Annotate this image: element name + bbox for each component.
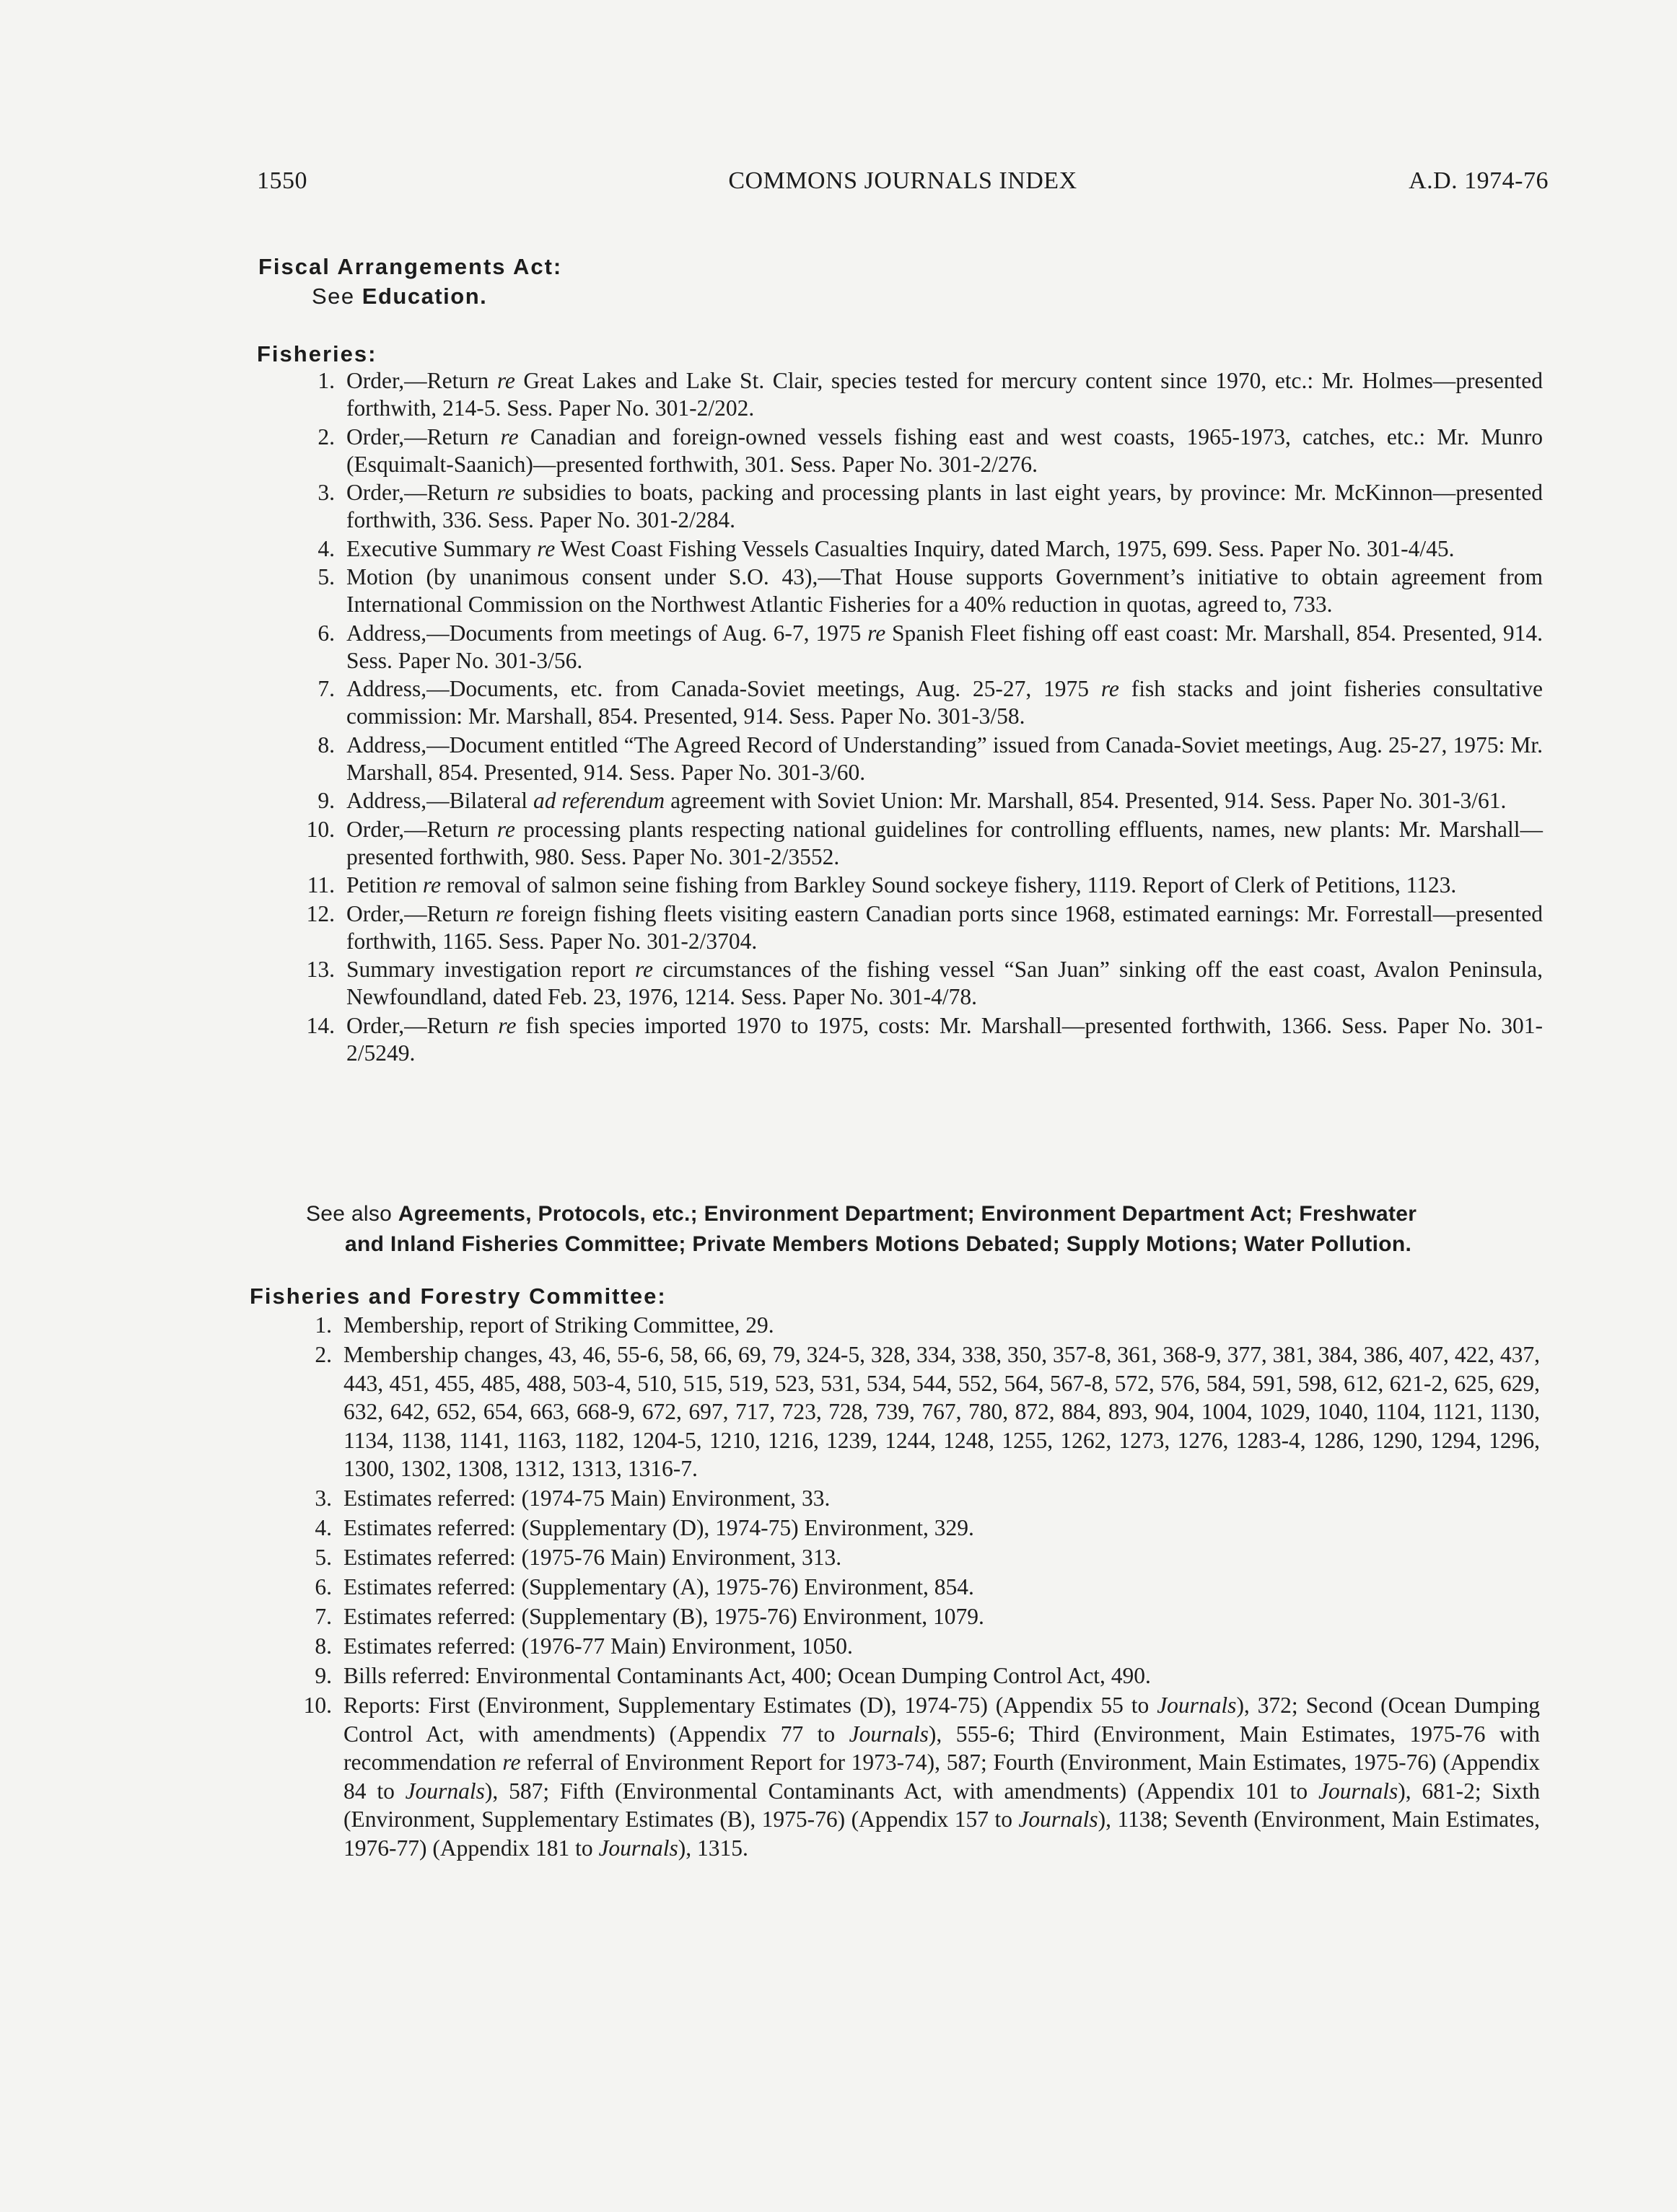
subentry-text: Order,—Return re processing plants respecting national guidelines for controlling effluents, names, new plants: Mr. Marshall—presented forthwith, 980. Sess. Paper No. 301-2/3552. <box>346 816 1544 869</box>
subentry-text: Membership, report of Striking Committee, 29. <box>343 1312 774 1338</box>
subentry-text: Address,—Documents from meetings of Aug. 6-7, 1975 re Spanish Fleet fishing off east coast: Mr. Marshall, 854. Presented, 914. Sess. Paper No. 301-3/56. <box>346 620 1543 673</box>
index-subentry <box>294 956 1543 1011</box>
index-subentry <box>292 1662 1540 1690</box>
subentry-text: Estimates referred: (Supplementary (D), 1974-75) Environment, 329. <box>343 1515 974 1540</box>
index-subentry <box>294 732 1543 786</box>
subentry-number: 1. <box>315 1312 332 1338</box>
committee-subentries <box>292 1311 1540 1864</box>
index-subentry <box>292 1484 1540 1513</box>
index-subentry <box>294 423 1543 478</box>
subentry-text: Estimates referred: (Supplementary (A), 1975-76) Environment, 854. <box>343 1574 974 1599</box>
page-header <box>257 167 1549 211</box>
subentry-number: 14. <box>306 1012 335 1038</box>
index-subentry <box>294 675 1543 730</box>
subentry-number: 7. <box>318 676 335 701</box>
see-label: See <box>312 284 355 309</box>
subentry-text: Order,—Return re fish species imported 1970 to 1975, costs: Mr. Marshall—presented forthwith, 1366. Sess. Paper No. 301-2/5249. <box>346 1012 1543 1066</box>
see-also-fisheries <box>306 1199 1544 1260</box>
subentry-number: 6. <box>315 1574 332 1599</box>
subentry-number: 4. <box>318 535 335 561</box>
see-ref-education: Education. <box>362 284 488 309</box>
subentry-number: 13. <box>306 957 335 982</box>
index-subentry <box>294 479 1543 534</box>
page-title: COMMONS JOURNALS INDEX <box>728 167 1077 194</box>
index-subentry <box>292 1632 1540 1661</box>
entry-heading-committee: Fisheries and Forestry Committee: <box>250 1283 667 1309</box>
see-also-refs-line1: Agreements, Protocols, etc.; Environment Department; Environment Department Act; Freshwater <box>398 1202 1417 1226</box>
entry-heading-fisheries: Fisheries: <box>257 341 377 367</box>
subentry-number: 11. <box>307 872 335 897</box>
subentry-number: 5. <box>318 564 335 589</box>
subentry-text: Summary investigation report re circumstances of the fishing vessel “San Juan” sinking off the east coast, Avalon Peninsula, Newfoundland, dated Feb. 23, 1976, 1214. Sess. Paper No. 301-4/78. <box>346 957 1543 1009</box>
subentry-text: Petition re removal of salmon seine fishing from Barkley Sound sockeye fishery, 1119. Report of Clerk of Petitions, 1123. <box>346 872 1457 897</box>
subentry-text: Order,—Return re subsidies to boats, packing and processing plants in last eight years, by province: Mr. McKinnon—presented forthwith, 336. Sess. Paper No. 301-2/284. <box>346 480 1543 532</box>
see-also-refs-line2: and Inland Fisheries Committee; Private Members Motions Debated; Supply Motions; Water Pollution. <box>345 1232 1412 1256</box>
subentry-number: 6. <box>318 620 335 646</box>
subentry-text: Address,—Bilateral ad referendum agreement with Soviet Union: Mr. Marshall, 854. Presented, 914. Sess. Paper No. 301-3/61. <box>346 788 1507 813</box>
index-subentry <box>294 620 1543 675</box>
subentry-text: Reports: First (Environment, Supplementary Estimates (D), 1974-75) (Appendix 55 to Journals), 372; Second (Ocean Dumping Control Act, with amendments) (Appendix 77 to Journals), 555-6; Third (Environment, Main Estimates, 1975-76 with recommendation re referral of Environment Report for 1973-74), 587; Fourth (Environment, Main Estimates, 1975-76) (Appendix 84 to Journals), 587; Fifth (Environmental Contaminants Act, with amendments) (Appendix 101 to Journals), 681-2; Sixth (Environment, Supplementary Estimates (B), 1975-76) (Appendix 157 to Journals), 1138; Seventh (Environment, Main Estimates, 1976-77) (Appendix 181 to Journals), 1315. <box>343 1693 1541 1861</box>
subentry-number: 5. <box>315 1545 332 1570</box>
subentry-text: Estimates referred: (1975-76 Main) Environment, 313. <box>343 1545 842 1570</box>
subentry-number: 9. <box>318 788 335 813</box>
subentry-number: 7. <box>315 1604 332 1629</box>
index-subentry <box>294 816 1543 871</box>
subentry-text: Order,—Return re Great Lakes and Lake St. Clair, species tested for mercury content since 1970, etc.: Mr. Holmes—presented forthwith, 214-5. Sess. Paper No. 301-2/202. <box>346 368 1543 421</box>
index-subentry <box>292 1573 1540 1602</box>
subentry-number: 3. <box>318 480 335 505</box>
subentry-number: 8. <box>318 732 335 758</box>
subentry-number: 3. <box>315 1485 332 1511</box>
subentry-number: 12. <box>306 900 335 926</box>
entry-heading-fiscal: Fiscal Arrangements Act: <box>258 254 563 279</box>
index-subentry <box>292 1543 1540 1572</box>
index-subentry <box>294 900 1543 955</box>
subentry-number: 10. <box>303 1693 332 1718</box>
subentry-text: Estimates referred: (1974-75 Main) Environment, 33. <box>343 1485 831 1511</box>
subentry-number: 8. <box>315 1633 332 1659</box>
subentry-number: 2. <box>315 1342 332 1367</box>
subentry-text: Bills referred: Environmental Contaminants Act, 400; Ocean Dumping Control Act, 490. <box>343 1663 1151 1688</box>
index-subentry <box>294 367 1543 422</box>
index-subentry <box>292 1691 1540 1862</box>
subentry-text: Order,—Return re Canadian and foreign-owned vessels fishing east and west coasts, 1965-1973, catches, etc.: Mr. Munro (Esquimalt-Saanich)—presented forthwith, 301. Sess. Paper No. 301-2/276. <box>346 423 1543 477</box>
subentry-text: Membership changes, 43, 46, 55-6, 58, 66, 69, 79, 324-5, 328, 334, 338, 350, 357-8, 361, 368-9, 377, 381, 384, 386, 407, 422, 437, 443, 451, 455, 485, 488, 503-4, 510, 515, 519, 523, 531, 534, 544, 552, 564, 567-8, 572, 576, 584, 591, 598, 612, 621-2, 625, 629, 632, 642, 652, 654, 663, 668-9, 672, 697, 717, 723, 728, 739, 767, 780, 872, 884, 893, 904, 1004, 1029, 1040, 1104, 1121, 1130, 1134, 1138, 1141, 1163, 1182, 1204-5, 1210, 1216, 1239, 1244, 1248, 1255, 1262, 1273, 1276, 1283-4, 1286, 1290, 1294, 1296, 1300, 1302, 1308, 1312, 1313, 1316-7. <box>343 1342 1540 1481</box>
subentry-text: Motion (by unanimous consent under S.O. 43),—That House supports Government’s initiative to obtain agreement from International Commission on the Northwest Atlantic Fisheries for a 40% reduction in quotas, agreed to, 733. <box>346 564 1543 617</box>
subentry-number: 9. <box>315 1663 332 1688</box>
subentry-text: Executive Summary re West Coast Fishing Vessels Casualties Inquiry, dated March, 1975, 699. Sess. Paper No. 301-4/45. <box>346 535 1455 561</box>
see-also-label: See also <box>306 1202 393 1226</box>
index-subentry <box>292 1514 1540 1542</box>
subentry-number: 1. <box>318 368 335 393</box>
index-subentry <box>294 787 1543 815</box>
subentry-text: Estimates referred: (1976-77 Main) Environment, 1050. <box>343 1633 853 1659</box>
date-range: A.D. 1974-76 <box>1409 167 1549 194</box>
subentry-text: Order,—Return re foreign fishing fleets visiting eastern Canadian ports since 1968, estimated earnings: Mr. Forrestall—presented forthwith, 1165. Sess. Paper No. 301-2/3704. <box>346 900 1543 954</box>
index-subentry <box>294 535 1543 563</box>
subentry-number: 2. <box>318 423 335 449</box>
index-subentry <box>292 1311 1540 1340</box>
index-subentry <box>294 563 1543 618</box>
subentry-text: Estimates referred: (Supplementary (B), 1975-76) Environment, 1079. <box>343 1604 984 1629</box>
index-subentry <box>294 1012 1543 1067</box>
fisheries-subentries <box>294 367 1543 1068</box>
subentry-text: Address,—Document entitled “The Agreed Record of Understanding” issued from Canada-Soviet meetings, Aug. 25-27, 1975: Mr. Marshall, 854. Presented, 914. Sess. Paper No. 301-3/60. <box>346 732 1543 785</box>
see-reference-fiscal <box>312 284 487 310</box>
index-subentry <box>292 1602 1540 1631</box>
subentry-number: 4. <box>315 1515 332 1540</box>
subentry-number: 10. <box>306 816 335 842</box>
subentry-text: Address,—Documents, etc. from Canada-Soviet meetings, Aug. 25-27, 1975 re fish stacks and joint fisheries consultative commission: Mr. Marshall, 854. Presented, 914. Sess. Paper No. 301-3/58. <box>346 676 1544 729</box>
index-subentry <box>294 872 1543 899</box>
page-number: 1550 <box>257 167 307 194</box>
index-subentry <box>292 1340 1540 1483</box>
